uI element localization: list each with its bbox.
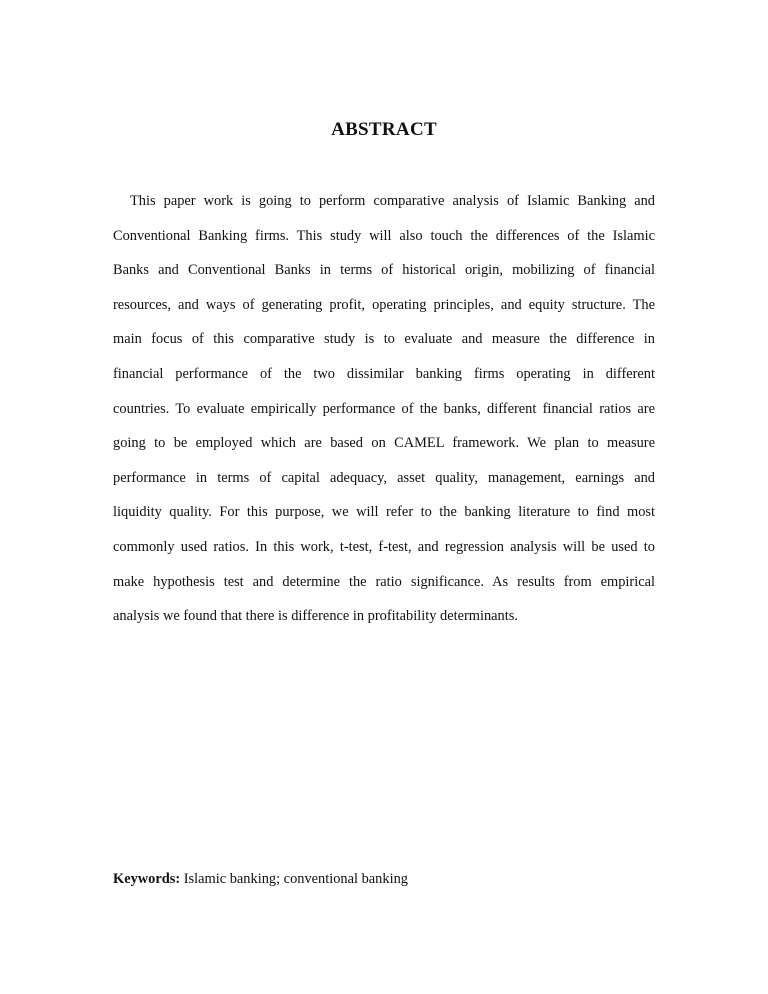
abstract-paragraph xyxy=(113,184,655,634)
abstract-line: liquidity quality. For this purpose, we will refer to the banking literature to find most xyxy=(113,504,655,521)
abstract-line: commonly used ratios. In this work, t-test, f-test, and regression analysis will be used to xyxy=(113,538,655,555)
page-title: ABSTRACT xyxy=(331,119,437,140)
abstract-line: make hypothesis test and determine the ratio significance. As results from empirical xyxy=(113,573,655,590)
keywords-line xyxy=(113,868,408,890)
abstract-line: Banks and Conventional Banks in terms of historical origin, mobilizing of financial xyxy=(113,262,655,279)
abstract-line: financial performance of the two dissimilar banking firms operating in different xyxy=(113,365,655,382)
keywords-value: Islamic banking; conventional banking xyxy=(183,871,408,887)
abstract-line: countries. To evaluate empirically performance of the banks, different financial ratios are xyxy=(113,400,655,417)
abstract-line: analysis we found that there is difference in profitability determinants. xyxy=(113,608,518,625)
abstract-line: resources, and ways of generating profit, operating principles, and equity structure. The xyxy=(113,296,655,313)
keywords-label: Keywords: xyxy=(113,871,181,887)
abstract-line: going to be employed which are based on CAMEL framework. We plan to measure xyxy=(113,435,655,452)
abstract-line: main focus of this comparative study is to evaluate and measure the difference in xyxy=(113,331,655,348)
abstract-line: performance in terms of capital adequacy, asset quality, management, earnings and xyxy=(113,469,655,486)
abstract-line: This paper work is going to perform comparative analysis of Islamic Banking and xyxy=(130,193,655,209)
abstract-line: Conventional Banking firms. This study will also touch the differences of the Islamic xyxy=(113,227,655,244)
